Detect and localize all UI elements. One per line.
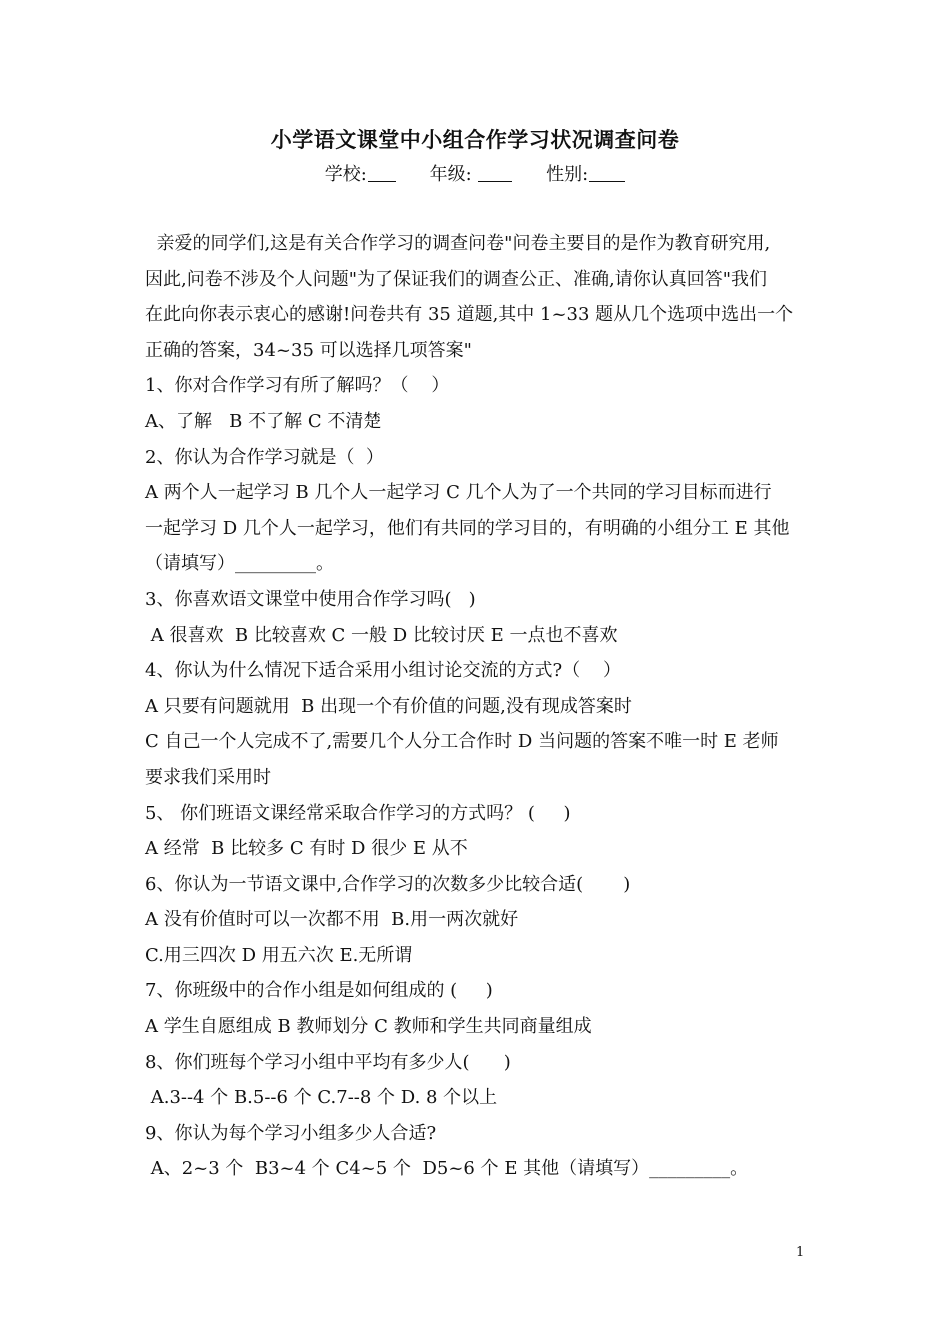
field-grade (430, 164, 519, 185)
options-3: A 很喜欢 B 比较喜欢 C 一般 D 比较讨厌 E 一点也不喜欢 (145, 624, 618, 646)
question-7: 7、你班级中的合作小组是如何组成的 ( ) (145, 980, 493, 1002)
options-2: A 两个人一起学习 B 几个人一起学习 C 几个人为了一个共同的学习目标而进行 (145, 482, 772, 504)
field-school-label: 学校: (324, 164, 367, 185)
question-2: 2、你认为合作学习就是（ ） (145, 446, 384, 468)
field-gender (546, 164, 625, 185)
field-gender-blank[interactable] (589, 164, 625, 182)
question-4: 4、你认为什么情况下适合采用小组讨论交流的方式?（ ） (145, 660, 621, 682)
options-7: A 学生自愿组成 B 教师划分 C 教师和学生共同商量组成 (145, 1016, 592, 1038)
options-1: A、了解 B 不了解 C 不清楚 (145, 410, 382, 432)
question-5: 5、 你们班语文课经常采取合作学习的方式吗？ ( ) (145, 802, 571, 824)
options-4: A 只要有问题就用 B 出现一个有价值的问题,没有现成答案时 (145, 695, 632, 717)
info-fields (0, 160, 950, 186)
options-6: C.用三四次 D 用五六次 E.无所谓 (145, 944, 413, 966)
options-9: A、2~3 个 B3~4 个 C4~5 个 D5~6 个 E 其他（请填写）_________。 (145, 1158, 749, 1180)
text-line: 正确的答案，34~35 可以选择几项答案" (145, 339, 472, 361)
field-grade-label: 年级: (429, 164, 478, 185)
question-8: 8、你们班每个学习小组中平均有多少人( ) (145, 1051, 511, 1073)
question-9: 9、你认为每个学习小组多少人合适? (145, 1122, 437, 1144)
field-school (325, 164, 402, 185)
options-6: A 没有价值时可以一次都不用 B.用一两次就好 (145, 909, 519, 931)
question-1: 1、你对合作学习有所了解吗？（ ） (145, 375, 450, 397)
page-number: 1 (796, 1245, 805, 1260)
field-school-blank[interactable] (368, 164, 396, 182)
field-grade-blank[interactable] (478, 164, 512, 182)
options-5: A 经常 B 比较多 C 有时 D 很少 E 从不 (145, 838, 468, 860)
options-4: C 自己一个人完成不了,需要几个人分工合作时 D 当问题的答案不唯一时 E 老师 (145, 731, 779, 753)
text-line: 亲爱的同学们,这是有关合作学习的调查问卷"问卷主要目的是作为教育研究用, (145, 233, 771, 254)
page-title: 小学语文课堂中小组合作学习状况调查问卷 (270, 127, 680, 152)
text-line: 在此向你表示衷心的感谢!问卷共有 35 道题,其中 1~33 题从几个选项中选出一个 (145, 304, 794, 326)
options-4: 要求我们采用时 (145, 766, 271, 788)
options-2: 一起学习 D 几个人一起学习，他们有共同的学习目的，有明确的小组分工 E 其他 (145, 517, 790, 539)
document-body (145, 226, 815, 1187)
question-3: 3、你喜欢语文课堂中使用合作学习吗( ) (145, 588, 476, 610)
options-2: （请填写）_________。 (145, 553, 334, 575)
field-gender-label: 性别: (546, 164, 589, 185)
options-8: A.3--4 个 B.5--6 个 C.7--8 个 D. 8 个以上 (145, 1087, 498, 1109)
text-line: 因此,问卷不涉及个人问题"为了保证我们的调查公正、准确,请你认真回答"我们 (145, 268, 767, 290)
question-6: 6、你认为一节语文课中,合作学习的次数多少比较合适( ) (145, 873, 631, 895)
